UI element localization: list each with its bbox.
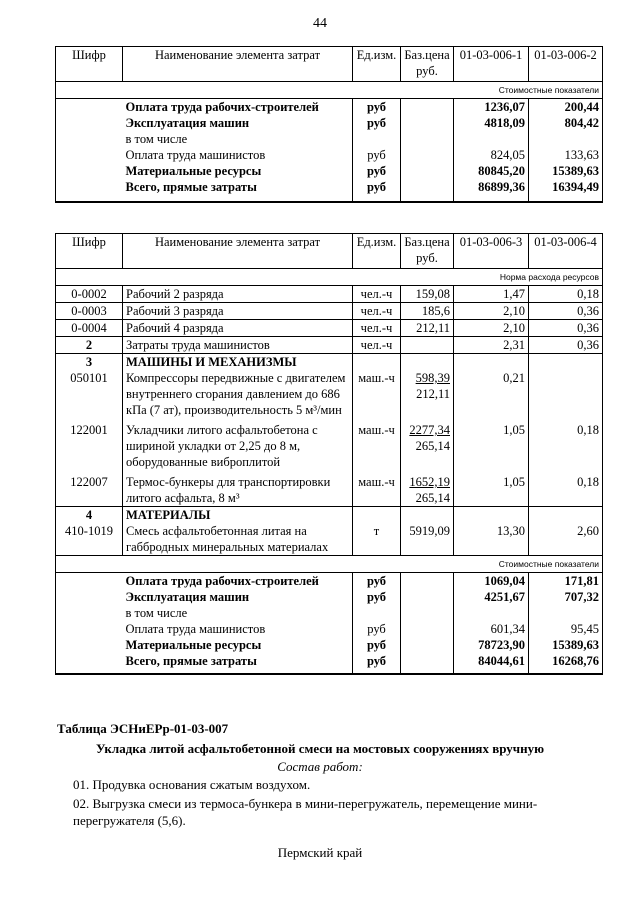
table-row: 0-0002 Рабочий 2 разряда чел.-ч 159,08 1,47 0,18 xyxy=(56,286,603,303)
header-name: Наименование элемента затрат xyxy=(123,47,353,82)
table-row: Материальные ресурсы руб 80845,20 15389,63 xyxy=(56,163,603,179)
table-subtitle: Укладка литой асфальтобетонной смеси на мостовых сооружениях вручную xyxy=(95,741,545,756)
table-header xyxy=(56,47,603,82)
table-row: в том числе xyxy=(56,605,603,621)
work-item-2: 02. Выгрузка смеси из термоса-бункера в мини-перегружатель, перемещение мини-перегружателя (5,6). xyxy=(73,796,538,828)
table-row: 122001 Укладчики литого асфальтобетона с шириной укладки от 2,25 до 8 м, оборудованные виброплитой маш.-ч 2277,34 265,14 1,05 0,18 xyxy=(56,422,603,474)
subheader: Стоимостные показатели xyxy=(56,556,603,573)
table-title: Таблица ЭСНиЕРр-01-03-007 xyxy=(57,721,229,736)
table-row: Оплата труда рабочих-строителей руб 1069,04 171,81 xyxy=(56,573,603,590)
resource-table-2 xyxy=(55,233,603,675)
table-row: Всего, прямые затраты руб 86899,36 16394,49 xyxy=(56,179,603,202)
table-row: 0-0004 Рабочий 4 разряда чел.-ч 212,11 2,10 0,36 xyxy=(56,320,603,337)
table-row: Оплата труда рабочих-строителей руб 1236,07 200,44 xyxy=(56,99,603,116)
table-row: 122007 Термос-бункеры для транспортировки литого асфальта, 8 м³ маш.-ч 1652,19 265,14 1,05 0,18 xyxy=(56,474,603,507)
table-row: 4 МАТЕРИАЛЫ xyxy=(56,507,603,524)
header-base-price: Баз.цена руб. xyxy=(401,47,454,82)
table-row: 2 Затраты труда машинистов чел.-ч 2,31 0,36 xyxy=(56,337,603,354)
subheader: Норма расхода ресурсов xyxy=(56,269,603,286)
table-header: Шифр Наименование элемента затрат Ед.изм. Баз.цена руб. 01-03-006-3 01-03-006-4 xyxy=(56,234,603,269)
header-unit: Ед.изм. xyxy=(353,47,401,82)
cost-table-1 xyxy=(55,46,603,203)
table-row: Эксплуатация машин руб 4818,09 804,42 xyxy=(56,115,603,131)
table-row: Всего, прямые затраты руб 84044,61 16268,76 xyxy=(56,653,603,674)
header-col6: 01-03-006-2 xyxy=(529,47,603,82)
subheader: Стоимостные показатели xyxy=(56,82,603,99)
work-item-1: 01. Продувка основания сжатым воздухом. xyxy=(73,777,311,792)
table-row: 3 МАШИНЫ И МЕХАНИЗМЫ xyxy=(56,354,603,371)
header-col5: 01-03-006-1 xyxy=(454,47,529,82)
table-row: Оплата труда машинистов руб 601,34 95,45 xyxy=(56,621,603,637)
table-row: 050101 Компрессоры передвижные с двигателем внутреннего сгорания давлением до 686 кПа (7 ат), производительность 5 м³/мин маш.-ч 598,39 212,11 0,21 xyxy=(56,370,603,422)
page-number: 44 xyxy=(313,16,327,31)
table-row: Эксплуатация машин руб 4251,67 707,32 xyxy=(56,589,603,605)
footer-region: Пермский край xyxy=(277,845,363,860)
table-row: 0-0003 Рабочий 3 разряда чел.-ч 185,6 2,10 0,36 xyxy=(56,303,603,320)
works-heading: Состав работ: xyxy=(277,759,363,774)
table-row: Материальные ресурсы руб 78723,90 15389,63 xyxy=(56,637,603,653)
header-code: Шифр xyxy=(56,47,123,82)
table-row: Оплата труда машинистов руб 824,05 133,63 xyxy=(56,147,603,163)
table-row: в том числе xyxy=(56,131,603,147)
table-row: 410-1019 Смесь асфальтобетонная литая на габбродных минеральных материалах т 5919,09 13,30 2,60 xyxy=(56,523,603,556)
